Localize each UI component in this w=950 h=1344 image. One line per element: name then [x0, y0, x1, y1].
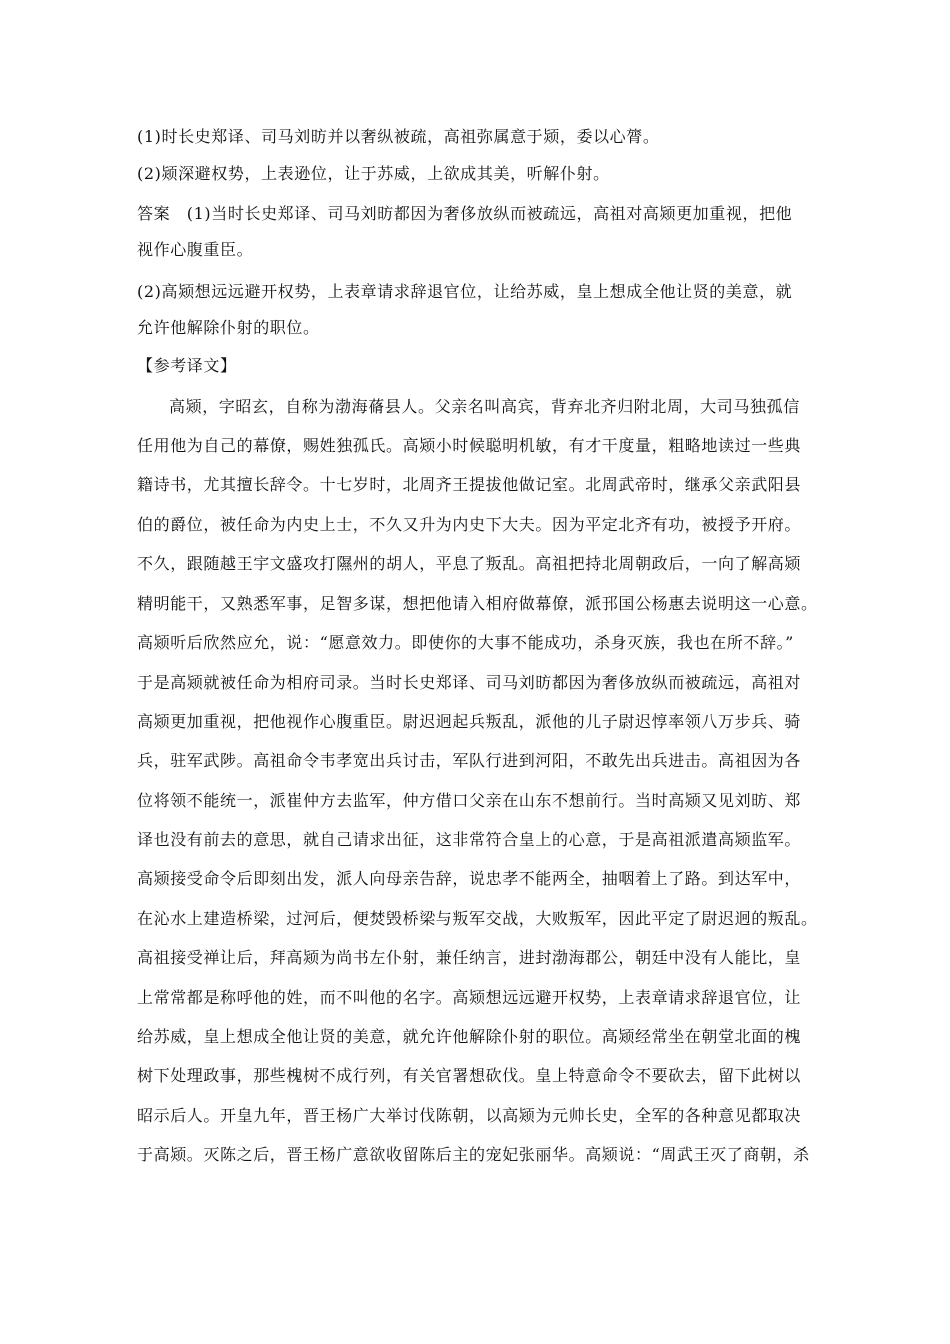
translation-heading: 【参考译文】	[137, 356, 237, 375]
translation-line: 兵，驻军武陟。高祖命令韦孝宽出兵讨击，军队行进到河阳，不敢先出兵进击。高祖因为各	[137, 751, 802, 770]
answer-line-2: 视作心腹重臣。	[137, 240, 254, 259]
question-2: (2)颎深避权势，上表逊位，让于苏威，上欲成其美，听解仆射。	[137, 164, 610, 183]
translation-line: 高颎听后欣然应允，说：“愿意效力。即使你的大事不能成功，杀身灭族，我也在所不辞。”	[137, 633, 794, 652]
answer-line-4: 允许他解除仆射的职位。	[137, 318, 320, 337]
translation-line: 任用他为自己的幕僚，赐姓独孤氏。高颎小时候聪明机敏，有才干度量，粗略地读过一些典	[137, 436, 802, 455]
translation-line: 译也没有前去的意思，就自己请求出征，这非常符合皇上的心意，于是高祖派遣高颎监军。	[137, 830, 802, 849]
translation-line: 树下处理政事，那些槐树不成行列，有关官署想砍伐。皇上特意命令不要砍去，留下此树以	[137, 1066, 802, 1085]
translation-line: 精明能干，又熟悉军事，足智多谋，想把他请入相府做幕僚，派邘国公杨惠去说明这一心意。	[137, 594, 818, 613]
translation-line: 在沁水上建造桥梁，过河后，便焚毁桥梁与叛军交战，大败叛军，因此平定了尉迟迥的叛乱。	[137, 909, 818, 928]
translation-line: 高颎更加重视，把他视作心腹重臣。尉迟迥起兵叛乱，派他的儿子尉迟惇率领八万步兵、骑	[137, 712, 802, 731]
translation-line: 位将领不能统一，派崔仲方去监军，仲方借口父亲在山东不想前行。当时高颎又见刘昉、郑	[137, 791, 802, 810]
translation-line: 高颎接受命令后即刻出发，派人向母亲告辞，说忠孝不能两全，抽咽着上了路。到达军中，	[137, 869, 802, 888]
translation-line: 籍诗书，尤其擅长辞令。十七岁时，北周齐王提拔他做记室。北周武帝时，继承父亲武阳县	[137, 475, 802, 494]
answer-line-1: 答案 (1)当时长史郑译、司马刘昉都因为奢侈放纵而被疏远，高祖对高颎更加重视，把他	[137, 204, 793, 223]
translation-line: 于高颎。灭陈之后，晋王杨广意欲收留陈后主的宠妃张丽华。高颎说：“周武王灭了商朝，杀	[137, 1145, 810, 1164]
translation-line: 高祖接受禅让后，拜高颎为尚书左仆射，兼任纳言，进封渤海郡公，朝廷中没有人能比，皇	[137, 948, 802, 967]
translation-line: 伯的爵位，被任命为内史上士，不久又升为内史下大夫。因为平定北齐有功，被授予开府。	[137, 515, 802, 534]
translation-line: 高颎，字昭玄，自称为渤海蓨县人。父亲名叫高宾，背弃北齐归附北周，大司马独孤信	[169, 397, 800, 416]
translation-line: 昭示后人。开皇九年，晋王杨广大举讨伐陈朝，以高颎为元帅长史，全军的各种意见都取决	[137, 1106, 802, 1125]
question-1: (1)时长史郑译、司马刘昉并以奢纵被疏，高祖弥属意于颎，委以心膂。	[137, 127, 660, 146]
answer-line-3: (2)高颎想远远避开权势，上表章请求辞退官位，让给苏威，皇上想成全他让贤的美意，就	[137, 282, 793, 301]
translation-line: 给苏威，皇上想成全他让贤的美意，就允许他解除仆射的职位。高颎经常坐在朝堂北面的槐	[137, 1027, 802, 1046]
translation-line: 不久，跟随越王宇文盛攻打隰州的胡人，平息了叛乱。高祖把持北周朝政后，一向了解高颎	[137, 554, 802, 573]
translation-line: 于是高颎就被任命为相府司录。当时长史郑译、司马刘昉都因为奢侈放纵而被疏远，高祖对	[137, 673, 802, 692]
translation-line: 上常常都是称呼他的姓，而不叫他的名字。高颎想远远避开权势，上表章请求辞退官位，让	[137, 988, 802, 1007]
